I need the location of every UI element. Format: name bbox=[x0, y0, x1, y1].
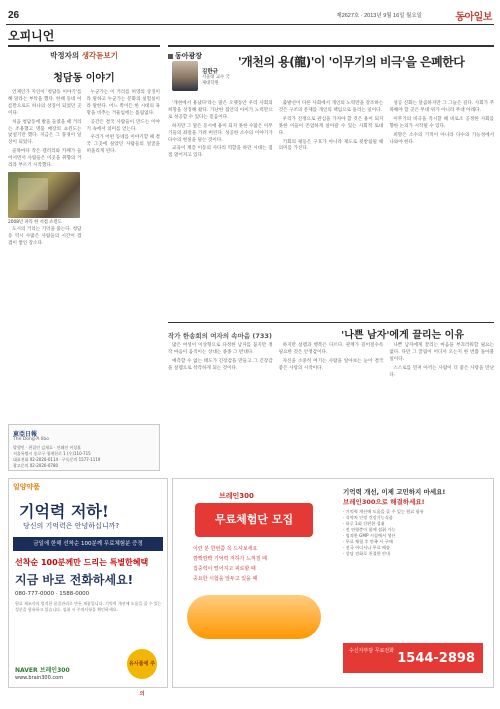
paragraph: '개천에서 용났다'라는 말은 오랫동안 우리 사회의 희망을 상징해 왔다. 가난한 집안의 아이가 노력만으로 성공할 수 있다는 믿음이다. bbox=[168, 101, 273, 120]
sub-article-label: 작가 한송희의 여자의 속마음 (733) bbox=[168, 332, 272, 340]
ad-subhead: 당신의 기억력은 안녕하십니까? bbox=[23, 522, 120, 530]
ad-right-highlight: 브레인300으로 해결하세요! bbox=[343, 498, 425, 506]
paragraph: 기회의 평등은 구호가 아니라 제도로 뒷받침될 때 의미를 가진다. bbox=[278, 139, 384, 152]
sub-article-header bbox=[168, 322, 494, 341]
ad-brand: 일양약품 bbox=[13, 483, 41, 491]
paragraph: 우리가 진정으로 관심을 가져야 할 것은 용이 되지 못한 이들이 존엄하게 살아갈 수 있는 사회적 토대다. bbox=[278, 116, 384, 136]
ad-line: 깜빡깜빡 기억력 저하가 느껴질 때 bbox=[193, 556, 267, 562]
ad-phone: 080-777-0000 · 1588-0000 bbox=[15, 591, 90, 597]
ad-left-panel bbox=[179, 483, 329, 683]
paragraph: 하지만 설렘과 행복은 다르다. 관계가 길어질수록 필요한 것은 안정감이다. bbox=[278, 343, 384, 355]
paragraph: 공간은 결국 사람들이 만드는 이야기 속에서 의미를 얻는다. bbox=[86, 119, 160, 132]
paragraph: 교육이 계층 이동의 사다리 역할을 하던 시대는 점점 멀어지고 있다. bbox=[168, 146, 273, 159]
list-item: · 무료 체험 후 만족 시 구매 bbox=[343, 539, 393, 544]
main-article-header bbox=[168, 45, 494, 99]
sub-article-body bbox=[168, 343, 494, 382]
publisher-info-line: 대표전화 02-2020-0114 · 구독문의 1577-1119 bbox=[13, 457, 101, 462]
advertisement-left[interactable] bbox=[8, 478, 168, 697]
ad-feature-list bbox=[343, 509, 483, 557]
square-bullet-icon bbox=[168, 54, 173, 59]
main-col-3 bbox=[389, 101, 494, 162]
phone-number[interactable]: 1544-2898 bbox=[397, 651, 475, 666]
paragraph: 우리가 어떤 동네를 이야기할 때 결국 그곳에 살았던 사람들의 얼굴을 떠올리게 된다. bbox=[86, 135, 160, 155]
ad-logo: NAVER 브레인300 bbox=[15, 667, 70, 674]
column-tag: 동아광장 bbox=[168, 51, 202, 61]
product-image bbox=[187, 595, 321, 639]
author-name: 김한규 bbox=[202, 69, 218, 75]
publisher-logo: 東亞日報 bbox=[13, 431, 38, 438]
main-col-2 bbox=[279, 101, 384, 162]
publisher-info-line: 서울특별시 종로구 청계천로 1 (우)110-715 bbox=[13, 451, 91, 456]
page-number: 26 bbox=[8, 10, 20, 21]
header-divider bbox=[6, 24, 494, 25]
list-item: · 상담 전화로 친절한 안내 bbox=[343, 551, 391, 556]
article-col-2 bbox=[87, 90, 161, 250]
ad-right-panel bbox=[335, 483, 491, 683]
ad-call-to-action[interactable]: 지금 바로 전화하세요! bbox=[15, 573, 134, 587]
paragraph: 도시의 거리는 기억을 품는다. 청담동 역시 수많은 사람들의 시간이 겹겹이 쌓인 장소다. bbox=[8, 226, 82, 246]
ad-headline: 기억력 저하! bbox=[19, 502, 109, 521]
issue-info: 제2627호 · 2013년 9월 16일 월요일 bbox=[336, 13, 422, 19]
phone-label: 수신자부담 무료전화 bbox=[349, 648, 395, 654]
paragraph: 누군가는 이 거리를 허영의 상징이라 말하고 누군가는 문화의 실험실이라 말한다. 어느 쪽이든 한 시대의 욕망을 비추는 거울임에는 틀림없다. bbox=[86, 90, 160, 116]
ad-badge: 유사품에 주의 bbox=[127, 649, 157, 679]
list-item: · 전국 어디서나 무료 배송 bbox=[343, 545, 391, 550]
ad-brand: 브레인300 bbox=[219, 492, 254, 500]
paragraph: 출발선이 다른 사회에서 개인의 노력만을 강조하는 것은 구조의 문제를 개인의 책임으로 돌리는 일이다. bbox=[278, 101, 384, 113]
list-item: · 식약처 인정 건강기능식품 bbox=[343, 515, 393, 520]
list-item: · 기억력 개선에 도움을 줄 수 있는 원료 함유 bbox=[343, 509, 424, 514]
paragraph: 골목마다 작은 갤러리와 카페가 들어서면서 사람들은 이곳을 취향의 거리라 부르기 시작했다. bbox=[8, 149, 82, 169]
sub-col-1 bbox=[168, 343, 273, 382]
paragraph: 희망은 소수의 기적이 아니라 다수의 가능성에서 나와야 한다. bbox=[389, 132, 495, 145]
paragraph: 하지만 그 말은 동시에 용이 되지 못한 수많은 이무기들의 좌절을 가려 버린다. 성공한 소수의 이야기가 다수의 현실을 덮는 것이다. bbox=[168, 123, 273, 143]
paragraph: 처음 청담동에 발을 들였을 때 거리는 조용했고 명품 매장의 쇼윈도는 낯설기만 했다. 지금은 그 풍경이 일상이 되었다. bbox=[8, 119, 82, 146]
main-col-1 bbox=[168, 101, 273, 162]
sub-article bbox=[168, 322, 494, 382]
article-body bbox=[8, 90, 160, 250]
paragraph: 언제인가 지인이 '청담동 이야기'를 해 달라는 부탁을 했다. 한때 동네 이름만으로도 하나의 상징이 되었던 곳이다. bbox=[8, 90, 82, 116]
paragraph: 자신을 소중히 여기는 사람을 알아보는 눈이 결국 좋은 사랑의 시작이다. bbox=[278, 358, 384, 371]
phone-box[interactable] bbox=[343, 643, 483, 673]
column-header bbox=[8, 45, 160, 61]
ad-line: 집중력이 떨어지고 피로할 때 bbox=[193, 566, 256, 572]
article-col-1 bbox=[8, 90, 82, 250]
paragraph: 나쁜 남자에게 끌리는 마음을 부끄러워할 필요는 없다. 다만 그 끌림이 어디서 오는지 한 번쯤 돌아볼 일이다. bbox=[389, 343, 495, 362]
sub-col-2 bbox=[279, 343, 384, 382]
article-title[interactable]: 청담동 이야기 bbox=[53, 73, 115, 84]
masthead-logo[interactable]: 동아일보 bbox=[455, 12, 492, 23]
column-label: 박정자의 생각돋보기 bbox=[50, 51, 118, 60]
paragraph: 이무기의 비극을 직시할 때 비로소 공정한 사회를 향한 논의가 시작될 수 있다. bbox=[389, 116, 495, 129]
list-item: · 엄격한 GMP 시설에서 생산 bbox=[343, 533, 396, 538]
photo-caption: 2008년 파리 한 서점 쇼윈도 bbox=[8, 219, 62, 225]
main-article-body bbox=[168, 101, 494, 162]
ad-line: 이런 분 한번쯤 꼭 드셔보세요 bbox=[193, 546, 258, 552]
ad-line: 중요한 시험을 앞두고 있을 때 bbox=[193, 576, 258, 582]
ad-banner: 금일에 한해 선착순 100분께 무료체험분 증정 bbox=[13, 537, 163, 551]
paragraph: 예측할 수 없는 태도가 긴장감을 만들고 그 긴장감을 설렘으로 착각하게 되는 것이다. bbox=[168, 358, 273, 371]
ad-url[interactable]: www.brain300.com bbox=[15, 675, 64, 681]
section-title: 오피니언 bbox=[8, 29, 55, 43]
ad-description: 원료 제조사의 엄격한 품질관리로 만든 제품입니다. 기억력 개선에 도움을 줄 수 있는 성분을 함유하고 있습니다. 섭취 시 주의사항을 확인하세요. bbox=[15, 601, 162, 612]
list-item: · 하루 1회 간편한 섭취 bbox=[343, 521, 385, 526]
advertisement-right[interactable] bbox=[172, 478, 494, 688]
left-column-article bbox=[8, 45, 160, 417]
sub-col-3 bbox=[389, 343, 494, 382]
ad-right-title: 기억력 개선, 이제 고민하지 마세요! bbox=[343, 488, 446, 496]
article-photo bbox=[8, 172, 80, 218]
author-photo bbox=[172, 61, 198, 91]
ad-promo: 선착순 100분께만 드리는 특별한혜택 bbox=[15, 558, 149, 567]
publisher-subtitle: The Dong-A Ilbo bbox=[13, 437, 49, 442]
sub-article-title[interactable]: '나쁜 남자'에게 끌리는 이유 bbox=[341, 330, 464, 341]
list-item: · 전 연령층이 함께 섭취 가능 bbox=[343, 527, 396, 532]
author-role: 서울대 교수 국제대학원 bbox=[202, 75, 230, 86]
publisher-info-line: 발행인 · 편집인 김재호 · 인쇄인 이상훈 bbox=[13, 445, 82, 450]
ad-main-banner[interactable]: 무료체험단 모집 bbox=[195, 503, 313, 537]
paragraph: 스스로를 먼저 아끼는 사람이 더 좋은 사랑을 만난다. bbox=[389, 365, 495, 378]
publisher-info-line: 광고문의 02-2020-0780 bbox=[13, 463, 59, 468]
paragraph: 많은 여성이 이상형으로 다정한 남자를 꼽지만 정작 마음이 움직이는 상대는 종종 그 반대다. bbox=[168, 343, 273, 355]
main-headline[interactable]: '개천의 용(龍)'이 '이무기의 비극'을 은폐한다 bbox=[238, 55, 465, 69]
publisher-info-box bbox=[8, 424, 160, 471]
paragraph: 성공 신화는 달콤하지만 그 그늘은 길다. 사회가 주목해야 할 곳은 무대 위가 아니라 무대 아래다. bbox=[389, 101, 495, 113]
